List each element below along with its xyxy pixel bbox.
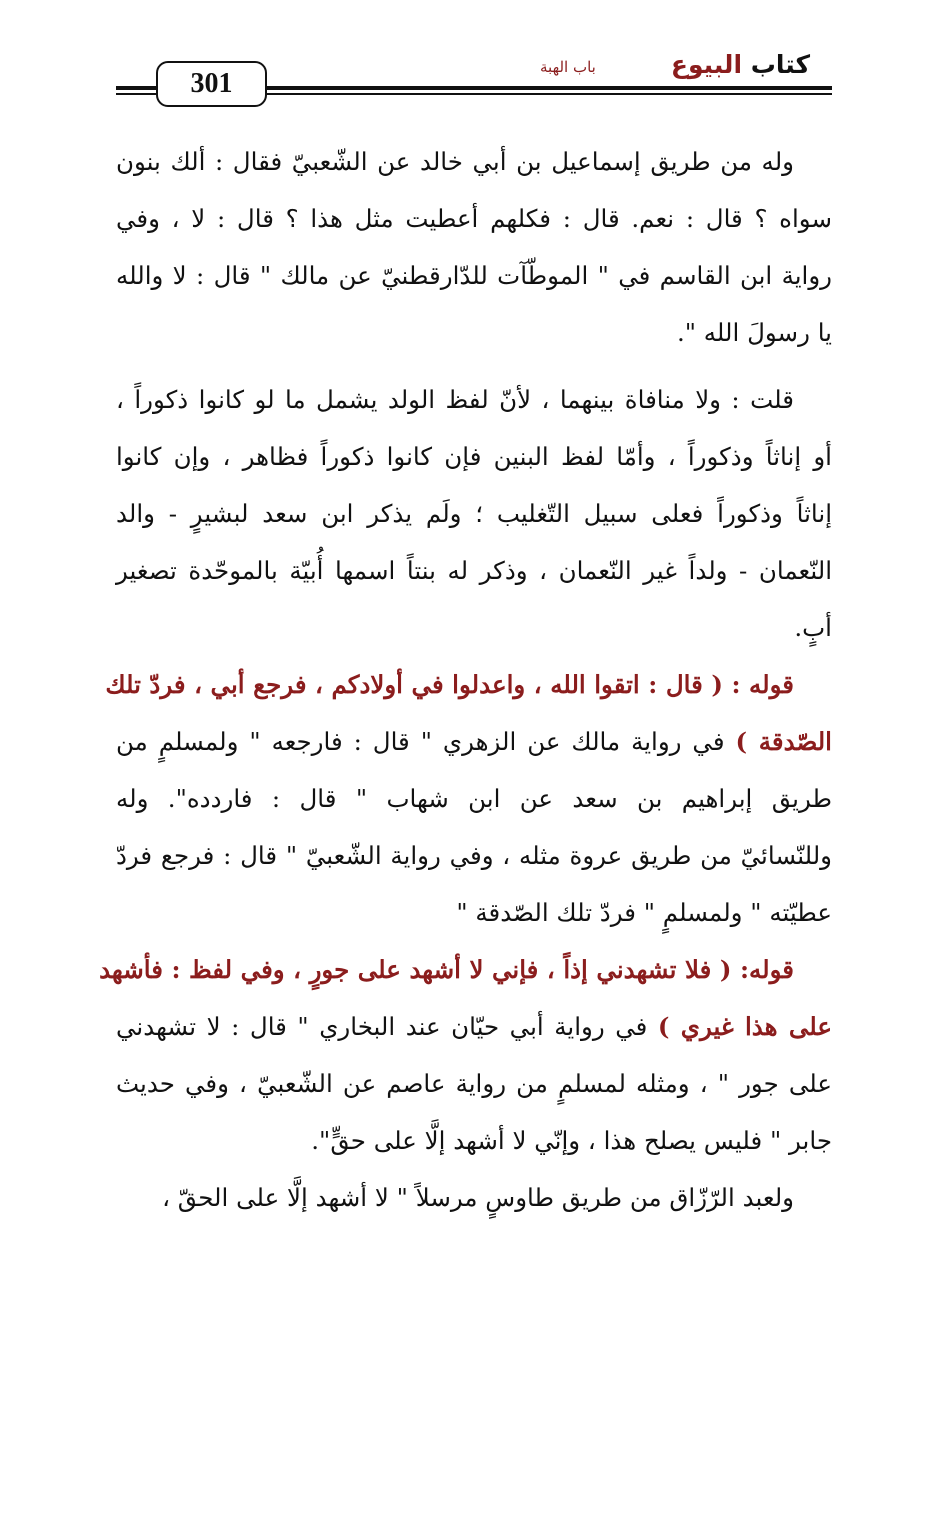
body-text-segment: سواه ؟ قال : نعم. قال : فكلهم أعطيت مثل هذا ؟ قال : لا ، وفي [116,204,832,233]
text-line [116,492,832,549]
body-text-segment: في رواية أبي حيّان عند البخاري " قال : لا تشهدني [116,1012,658,1041]
body-text-segment: وله من طريق إسماعيل بن أبي خالد عن الشّعبيّ فقال : ألك بنون [116,147,794,176]
book-title-word-2: البيوع [670,50,743,79]
page-header [0,0,945,120]
text-line [116,549,832,606]
text-line [116,1062,832,1119]
text-line [116,1119,832,1176]
heading-quote: قوله: ( فلا تشهدني إذاً ، فإني لا أشهد على جورٍ ، وفي لفظ : فأشهد [99,955,794,984]
text-line [116,834,832,891]
text-line [116,720,832,777]
text-line [116,254,832,311]
text-line [116,1005,832,1062]
body-text-segment: وللنّسائيّ من طريق عروة مثله ، وفي رواية الشّعبيّ " قال : فرجع فردّ [116,841,832,870]
text-line [116,435,832,492]
body-text-segment: أبٍ. [794,613,832,642]
body-text-segment: في رواية مالك عن الزهري " قال : فارجعه " ولمسلمٍ من [116,727,736,756]
text-line [116,777,832,834]
body-text-segment: ولعبد الرّزّاق من طريق طاوسٍ مرسلاً " لا أشهد إلَّا على الحقّ ، [162,1183,794,1212]
heading-quote: الصّدقة ) [735,727,832,756]
text-line [116,378,832,435]
page-number: 301 [156,61,267,107]
text-line [105,663,832,720]
body-text-segment: أو إناثاً وذكوراً ، وأمّا لفظ البنين فإن كانوا ذكوراً فظاهر ، وإن كانوا [116,442,832,471]
book-title-word-1: كتاب [750,50,810,79]
text-line [116,140,832,197]
body-text-segment: طريق إبراهيم بن سعد عن ابن شهاب " قال : فاردده". وله [116,784,832,813]
heading-quote: على هذا غيري ) [657,1012,832,1041]
text-line [116,197,832,254]
body-text-segment: رواية ابن القاسم في " الموطّآت للدّارقطنيّ عن مالك " قال : لا والله [116,261,832,290]
body-text-segment: النّعمان - ولداً غير النّعمان ، وذكر له بنتاً اسمها أُبيّة بالموحّدة تصغير [116,556,832,585]
body-text-segment: يا رسولَ الله ". [676,318,832,347]
text-line [99,948,832,1005]
body-text-segment: جابر " فليس يصلح هذا ، وإنّي لا أشهد إلَّا على حقٍّ". [311,1126,832,1155]
body-text-segment: إناثاً وذكوراً فعلى سبيل التّغليب ؛ ولَم يذكر ابن سعد لبشيرٍ - والد [116,499,832,528]
chapter-title: باب الهبة [540,58,596,76]
heading-quote: قوله : ( قال : اتقوا الله ، واعدلوا في أولادكم ، فرجع أبي ، فردّ تلك [105,670,794,699]
text-line [116,1176,832,1233]
body-text-segment: عطيّته " ولمسلمٍ " فردّ تلك الصّدقة " [456,898,832,927]
book-title [671,50,810,79]
text-line [116,891,832,948]
text-line [116,606,832,663]
body-text-segment: على جور " ، ومثله لمسلمٍ من رواية عاصم عن الشّعبيّ ، وفي حديث [116,1069,832,1098]
body-text-segment: قلت : ولا منافاة بينهما ، لأنّ لفظ الولد يشمل ما لو كانوا ذكوراً ، [116,385,794,414]
body-text [99,140,832,1233]
text-line [116,311,832,368]
